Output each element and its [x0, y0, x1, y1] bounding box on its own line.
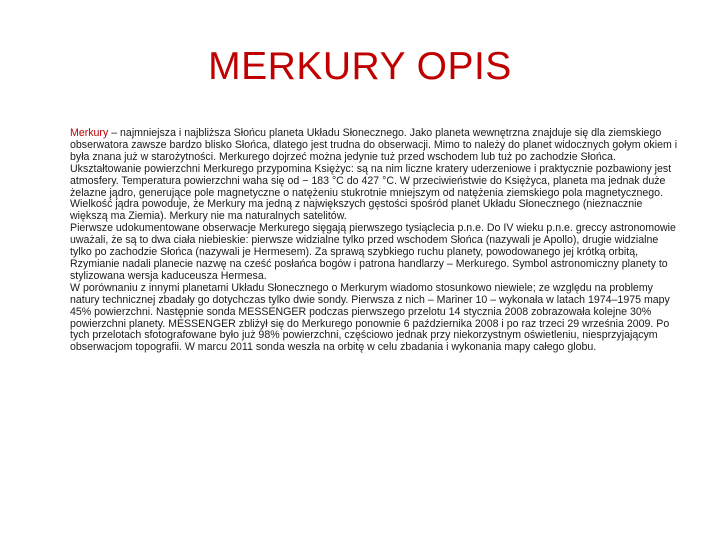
- paragraph-surface: Ukształtowanie powierzchni Merkurego przypomina Księżyc: są na nim liczne kratery uderzeniowe i praktycznie pozbawiony jest atmosfery. Temperatura powierzchni waha się od − 183 °C do 427 °C. W przeciwieństwie do Księżyca, planeta ma jednak duże żelazne jądro, generujące pole magnetyczne o natężeniu stukrotnie mniejszym od natężenia ziemskiego pola magnetycznego. Wielkość jądra powoduje, że Merkury ma jedną z największych gęstości spośród planet Układu Słonecznego (nieznacznie większą ma Ziemia). Merkury nie ma naturalnych satelitów.: [70, 162, 672, 223]
- slide-title: MERKURY OPIS: [208, 45, 512, 88]
- highlighted-term: Merkury: [70, 127, 109, 139]
- paragraph-text: – najmniejsza i najbliższa Słońcu planeta Układu Słonecznego. Jako planeta wewnętrzna znajduje się dla ziemskiego obserwatora zawsze bardzo blisko Słońca, dlatego jest trudna do obserwacji. Mimo to należy do planet widocznych gołym okiem i była znana już w starożytności. Merkurego dojrzeć można jedynie tuż przed wschodem lub tuż po zachodzie Słońca.: [70, 127, 678, 163]
- paragraph-history: Pierwsze udokumentowane obserwacje Merkurego sięgają pierwszego tysiąclecia p.n.e. Do IV wieku p.n.e. greccy astronomowie uważali, że są to dwa ciała niebieskie: pierwsze widzialne tylko przed wschodem Słońca (nazywali je Apollo), drugie widzialne tylko po zachodzie Słońca (nazywali je Hermesem). Za sprawą szybkiego ruchu planety, powodowanego jej krótką orbitą, Rzymianie nadali planecie nazwę na cześć posłańca bogów i patrona handlarzy – Merkurego. Symbol astronomiczny planety to stylizowana wersja kaduceusza Hermesa.: [70, 222, 676, 282]
- paragraph-intro: [70, 128, 682, 164]
- slide-body: [70, 128, 682, 354]
- paragraph-exploration: W porównaniu z innymi planetami Układu Słonecznego o Merkurym wiadomo stosunkowo niewiele; ze względu na problemy natury technicznej zbadały go dotychczas tylko dwie sondy. Pierwsza z nich – Mariner 10 – wykonała w latach 1974–1975 mapy 45% powierzchni. Następnie sonda MESSENGER podczas pierwszego przelotu 14 stycznia 2008 zobrazowała kolejne 30% powierzchni planety. MESSENGER zbliżył się do Merkurego ponownie 6 października 2008 i po raz trzeci 29 września 2009. Po tych przelotach sfotografowane było już 98% powierzchni, częściowo jednak przy niekorzystnym oświetleniu, niesprzyjającym obserwacjom topografii. W marcu 2011 sonda weszła na orbitę w celu zbadania i wykonania mapy całego globu.: [70, 281, 670, 354]
